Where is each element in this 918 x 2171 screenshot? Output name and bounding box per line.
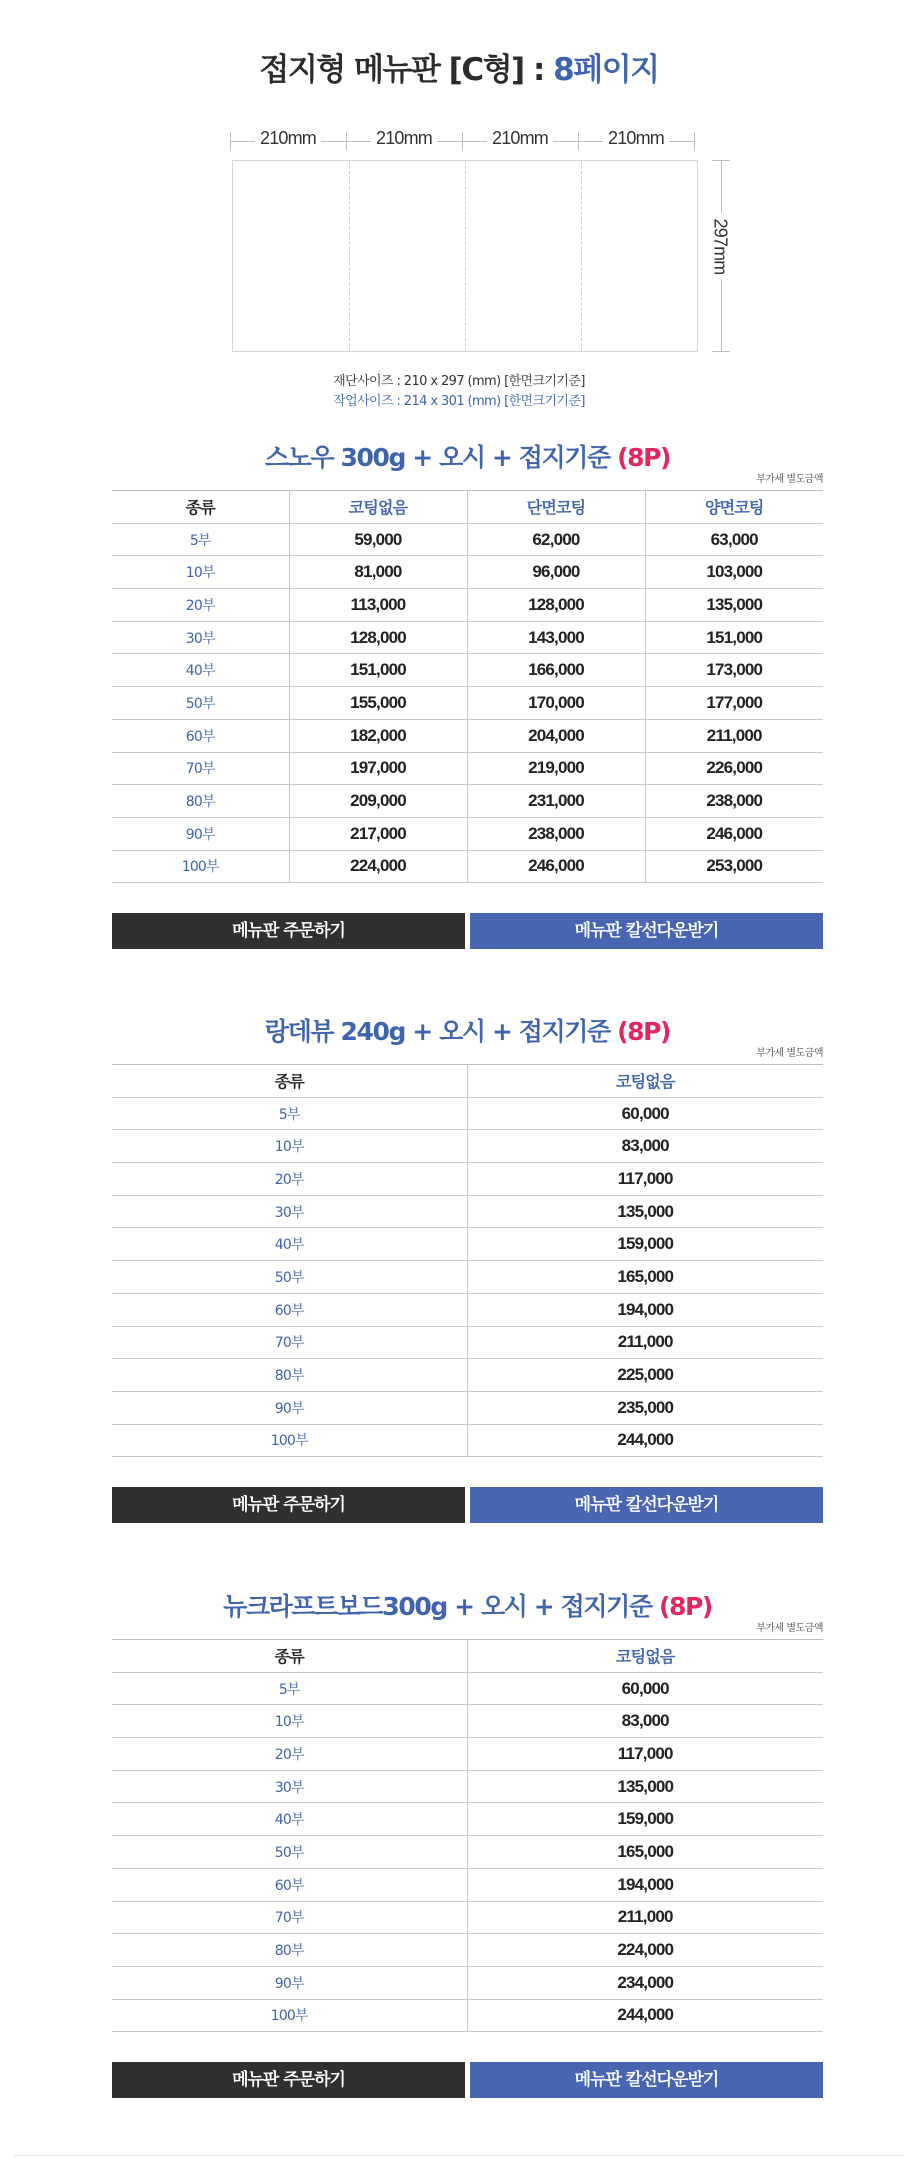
table-row	[112, 1803, 823, 1836]
width-label: 210mm	[462, 128, 578, 149]
price-cell: 166,000	[467, 654, 645, 687]
table-header-row	[112, 491, 823, 524]
price-cell: 217,000	[289, 817, 467, 850]
table-row	[112, 850, 823, 883]
menu-sheet	[232, 160, 698, 352]
price-cell: 177,000	[645, 687, 823, 720]
price-cell: 219,000	[467, 752, 645, 785]
section-title: 스노우 300g + 오시 + 접지기준 (8P)	[264, 443, 671, 472]
table-row	[112, 1424, 823, 1457]
price-cell: 194,000	[467, 1868, 823, 1901]
column-header: 코팅없음	[467, 1065, 823, 1098]
price-table	[112, 1064, 823, 1457]
price-cell: 211,000	[645, 719, 823, 752]
dimension-tick	[712, 351, 730, 352]
table-row	[112, 1326, 823, 1359]
price-cell: 63,000	[645, 523, 823, 556]
price-cell: 113,000	[289, 589, 467, 622]
table-row	[112, 1391, 823, 1424]
quantity-cell: 10부	[112, 1705, 467, 1738]
price-cell: 159,000	[467, 1228, 823, 1261]
vat-note: 부가세 별도금액	[756, 1623, 823, 1634]
quantity-cell: 40부	[112, 654, 289, 687]
page-title-accent: 8페이지	[553, 52, 659, 88]
price-cell: 62,000	[467, 523, 645, 556]
order-button[interactable]: 메뉴판 주문하기	[112, 913, 465, 949]
quantity-cell: 50부	[112, 1836, 467, 1869]
quantity-cell: 5부	[112, 1097, 467, 1130]
button-row	[112, 913, 823, 949]
button-row	[112, 2062, 823, 2098]
fold-line	[349, 161, 350, 351]
price-cell: 246,000	[467, 850, 645, 883]
table-row	[112, 1261, 823, 1294]
page-title	[0, 44, 918, 89]
price-cell: 165,000	[467, 1836, 823, 1869]
quantity-cell: 90부	[112, 1966, 467, 1999]
price-cell: 197,000	[289, 752, 467, 785]
download-cutline-button[interactable]: 메뉴판 칼선다운받기	[470, 2062, 823, 2098]
quantity-cell: 70부	[112, 752, 289, 785]
column-header: 양면코팅	[645, 491, 823, 524]
price-cell: 244,000	[467, 1424, 823, 1457]
price-cell: 170,000	[467, 687, 645, 720]
table-row	[112, 1868, 823, 1901]
price-cell: 117,000	[467, 1163, 823, 1196]
quantity-cell: 30부	[112, 1195, 467, 1228]
table-row	[112, 817, 823, 850]
table-row	[112, 1228, 823, 1261]
price-cell: 235,000	[467, 1391, 823, 1424]
quantity-cell: 60부	[112, 719, 289, 752]
column-header: 종류	[112, 1640, 467, 1673]
quantity-cell: 40부	[112, 1228, 467, 1261]
price-cell: 143,000	[467, 621, 645, 654]
fold-line	[465, 161, 466, 351]
quantity-cell: 100부	[112, 1999, 467, 2032]
price-cell: 128,000	[289, 621, 467, 654]
table-row	[112, 1163, 823, 1196]
price-cell: 165,000	[467, 1261, 823, 1294]
price-table	[112, 1639, 823, 2032]
vat-note: 부가세 별도금액	[756, 1048, 823, 1059]
price-cell: 83,000	[467, 1130, 823, 1163]
quantity-cell: 60부	[112, 1293, 467, 1326]
quantity-cell: 20부	[112, 589, 289, 622]
price-cell: 151,000	[645, 621, 823, 654]
table-row	[112, 556, 823, 589]
dimension-tick	[712, 160, 730, 161]
price-cell: 238,000	[467, 817, 645, 850]
price-cell: 128,000	[467, 589, 645, 622]
dimension-tick	[694, 132, 695, 150]
price-cell: 60,000	[467, 1672, 823, 1705]
price-cell: 173,000	[645, 654, 823, 687]
download-cutline-button[interactable]: 메뉴판 칼선다운받기	[470, 1487, 823, 1523]
price-cell: 234,000	[467, 1966, 823, 1999]
quantity-cell: 60부	[112, 1868, 467, 1901]
price-cell: 151,000	[289, 654, 467, 687]
table-row	[112, 1999, 823, 2032]
price-cell: 226,000	[645, 752, 823, 785]
price-cell: 211,000	[467, 1901, 823, 1934]
column-header: 단면코팅	[467, 491, 645, 524]
width-dimensions	[230, 126, 700, 156]
table-row	[112, 1097, 823, 1130]
button-row	[112, 1487, 823, 1523]
quantity-cell: 90부	[112, 1391, 467, 1424]
price-cell: 244,000	[467, 1999, 823, 2032]
price-cell: 83,000	[467, 1705, 823, 1738]
quantity-cell: 40부	[112, 1803, 467, 1836]
order-button[interactable]: 메뉴판 주문하기	[112, 2062, 465, 2098]
table-row	[112, 654, 823, 687]
quantity-cell: 30부	[112, 621, 289, 654]
price-cell: 59,000	[289, 523, 467, 556]
table-row	[112, 752, 823, 785]
price-cell: 96,000	[467, 556, 645, 589]
table-row	[112, 1130, 823, 1163]
price-cell: 194,000	[467, 1293, 823, 1326]
table-row	[112, 1293, 823, 1326]
size-info	[0, 372, 918, 412]
quantity-cell: 10부	[112, 556, 289, 589]
price-cell: 103,000	[645, 556, 823, 589]
price-cell: 81,000	[289, 556, 467, 589]
table-row	[112, 719, 823, 752]
table-row	[112, 523, 823, 556]
price-cell: 117,000	[467, 1738, 823, 1771]
table-row	[112, 785, 823, 818]
quantity-cell: 80부	[112, 1359, 467, 1392]
price-cell: 159,000	[467, 1803, 823, 1836]
table-row	[112, 1705, 823, 1738]
column-header: 종류	[112, 1065, 467, 1098]
price-cell: 60,000	[467, 1097, 823, 1130]
quantity-cell: 90부	[112, 817, 289, 850]
quantity-cell: 20부	[112, 1738, 467, 1771]
table-header-row	[112, 1065, 823, 1098]
quantity-cell: 50부	[112, 687, 289, 720]
price-cell: 246,000	[645, 817, 823, 850]
table-row	[112, 1966, 823, 1999]
quantity-cell: 80부	[112, 785, 289, 818]
width-label: 210mm	[346, 128, 462, 149]
footer-divider	[14, 2155, 904, 2156]
table-row	[112, 589, 823, 622]
table-row	[112, 1934, 823, 1967]
fold-line	[581, 161, 582, 351]
table-row	[112, 1359, 823, 1392]
width-label: 210mm	[230, 128, 346, 149]
vat-note: 부가세 별도금액	[756, 474, 823, 485]
cut-size: 재단사이즈 : 210 x 297 (mm) [한면크기기준]	[333, 374, 585, 389]
table-row	[112, 1738, 823, 1771]
section-title: 랑데뷰 240g + 오시 + 접지기준 (8P)	[264, 1017, 671, 1046]
height-label: 297mm	[710, 197, 731, 297]
price-cell: 209,000	[289, 785, 467, 818]
column-header: 코팅없음	[289, 491, 467, 524]
quantity-cell: 100부	[112, 850, 289, 883]
work-size: 작업사이즈 : 214 x 301 (mm) [한면크기기준]	[333, 394, 585, 409]
download-cutline-button[interactable]: 메뉴판 칼선다운받기	[470, 913, 823, 949]
table-row	[112, 1195, 823, 1228]
price-cell: 204,000	[467, 719, 645, 752]
quantity-cell: 30부	[112, 1770, 467, 1803]
order-button[interactable]: 메뉴판 주문하기	[112, 1487, 465, 1523]
page-title-main: 접지형 메뉴판 [C형] :	[259, 52, 554, 88]
price-table	[112, 490, 823, 883]
fold-diagram	[230, 126, 731, 356]
section-title: 뉴크라프트보드300g + 오시 + 접지기준 (8P)	[223, 1592, 712, 1621]
price-cell: 224,000	[289, 850, 467, 883]
price-cell: 155,000	[289, 687, 467, 720]
quantity-cell: 20부	[112, 1163, 467, 1196]
width-label: 210mm	[578, 128, 694, 149]
price-cell: 135,000	[645, 589, 823, 622]
column-header: 종류	[112, 491, 289, 524]
price-cell: 211,000	[467, 1326, 823, 1359]
price-cell: 231,000	[467, 785, 645, 818]
table-row	[112, 1770, 823, 1803]
quantity-cell: 80부	[112, 1934, 467, 1967]
table-row	[112, 1836, 823, 1869]
price-section-rendezvous	[112, 1012, 823, 1523]
table-row	[112, 1672, 823, 1705]
quantity-cell: 10부	[112, 1130, 467, 1163]
table-header-row	[112, 1640, 823, 1673]
price-section-newkraft	[112, 1587, 823, 2098]
quantity-cell: 100부	[112, 1424, 467, 1457]
quantity-cell: 5부	[112, 1672, 467, 1705]
quantity-cell: 70부	[112, 1901, 467, 1934]
table-row	[112, 687, 823, 720]
table-row	[112, 1901, 823, 1934]
quantity-cell: 70부	[112, 1326, 467, 1359]
price-cell: 135,000	[467, 1770, 823, 1803]
price-cell: 238,000	[645, 785, 823, 818]
quantity-cell: 50부	[112, 1261, 467, 1294]
price-section-snow	[112, 438, 823, 949]
price-cell: 224,000	[467, 1934, 823, 1967]
price-cell: 182,000	[289, 719, 467, 752]
column-header: 코팅없음	[467, 1640, 823, 1673]
price-cell: 253,000	[645, 850, 823, 883]
table-row	[112, 621, 823, 654]
price-cell: 225,000	[467, 1359, 823, 1392]
price-cell: 135,000	[467, 1195, 823, 1228]
quantity-cell: 5부	[112, 523, 289, 556]
